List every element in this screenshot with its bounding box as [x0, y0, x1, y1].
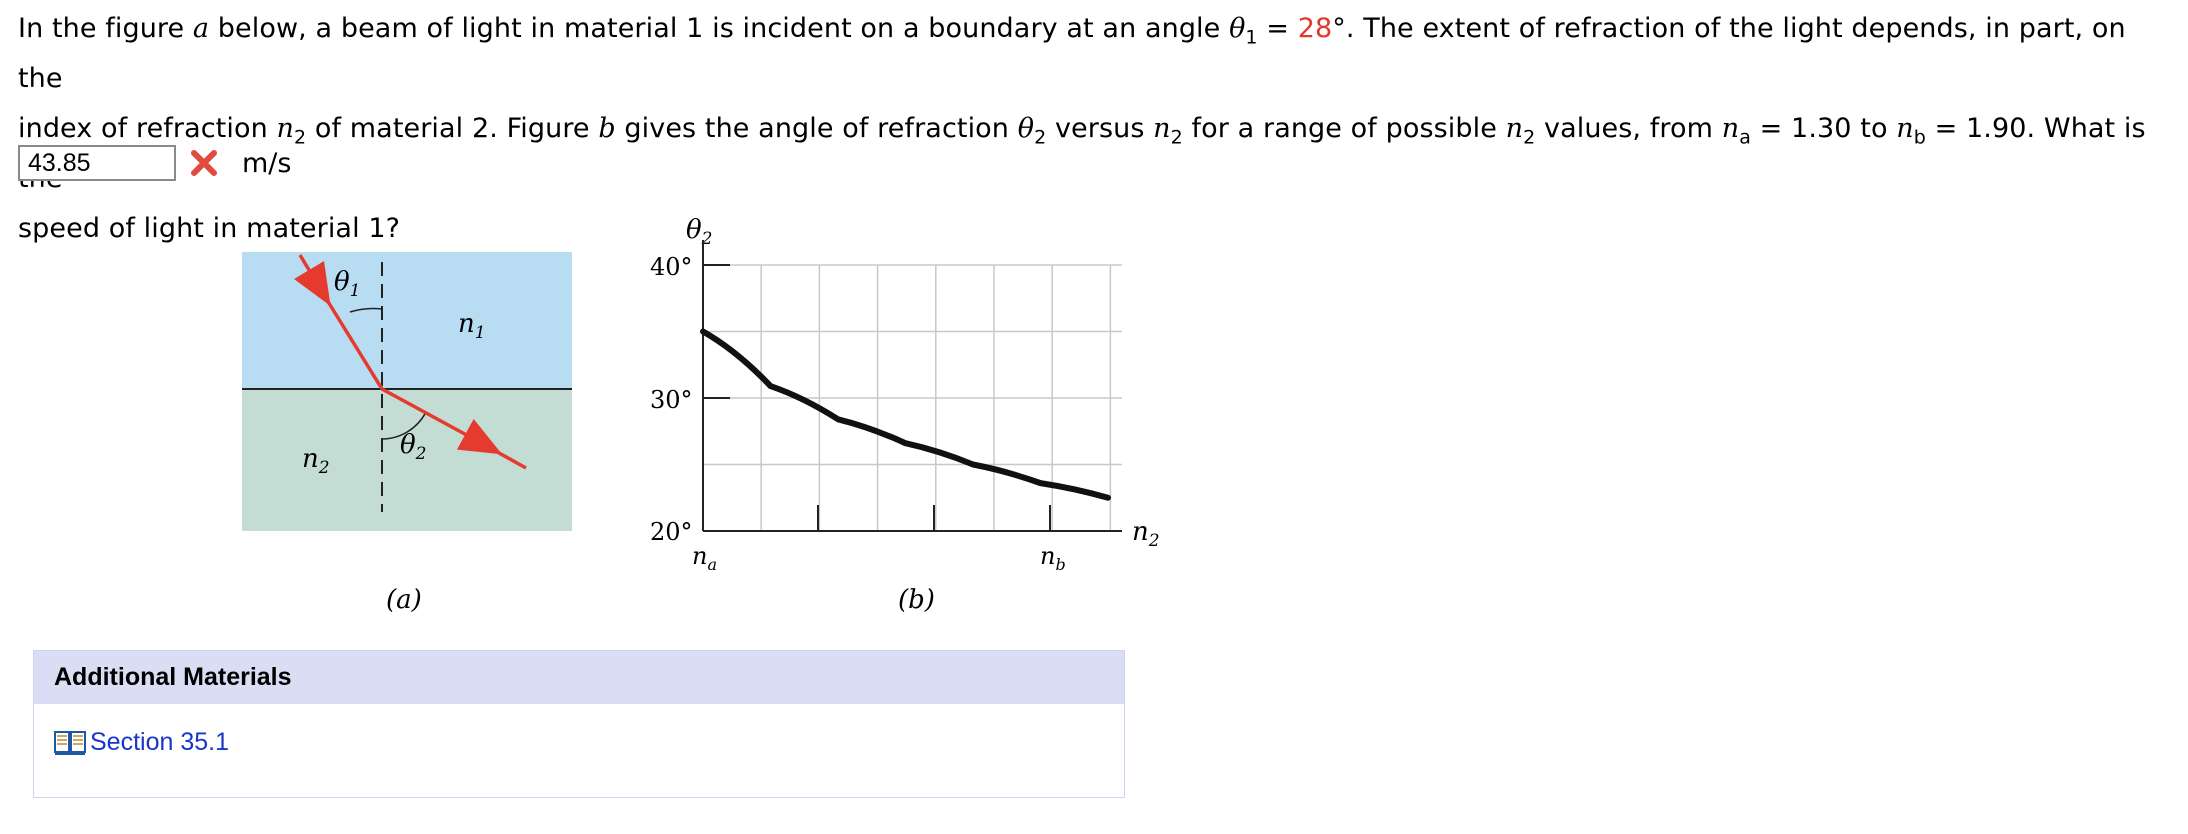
na-label: $n_a$ — [692, 542, 718, 574]
book-icon — [54, 729, 86, 757]
answer-unit: m/s — [242, 147, 292, 179]
answer-input[interactable] — [18, 145, 176, 181]
incorrect-x-icon — [186, 145, 222, 181]
angle-value: 28 — [1297, 13, 1333, 44]
figure-b-caption: (b) — [898, 585, 935, 615]
theta2-label: $\theta_2$ — [400, 430, 427, 464]
data-series-curve — [703, 332, 1108, 498]
figures-svg — [0, 200, 1200, 640]
question-line-2: index of refraction $n_2$ of material 2. Figure b gives the angle of refraction $\theta_2$ versus $n_2$ for a range of possible $n_2$ values, from $n_a = 1.30$ to $n_b = 1.90$. What is — [18, 113, 2146, 149]
chart-grid — [703, 265, 1122, 531]
material-2-region — [242, 389, 572, 531]
y-axis-label: $\theta_2$ — [686, 215, 713, 249]
additional-materials-panel — [33, 650, 1125, 798]
n1-label: $n_1$ — [458, 309, 486, 343]
figure-a — [242, 252, 572, 615]
x-axis-label: $n_2$ — [1132, 517, 1160, 551]
n2-label: $n_2$ — [302, 444, 330, 478]
section-35-1-link[interactable]: Section 35.1 — [90, 728, 229, 756]
answer-row — [18, 142, 291, 184]
theta1-label: $\theta_1$ — [334, 267, 361, 301]
figure-a-caption: (a) — [386, 585, 422, 615]
material-1-region — [242, 252, 572, 389]
y-tick-30: 30° — [650, 386, 693, 414]
additional-materials-header: Additional Materials — [34, 651, 1124, 704]
question-line-3: speed of light in material 1? — [18, 213, 401, 244]
additional-materials-body — [34, 704, 1124, 757]
figure-area — [0, 200, 1200, 640]
y-tick-40: 40° — [650, 253, 693, 281]
question-line-1: In the figure a below, a beam of light in material 1 is incident on a boundary at an angle $\theta_1 = 28^\circ$. The extent of refraction of the light depends, in part, on the — [18, 13, 2126, 94]
y-tick-20: 20° — [650, 518, 693, 546]
figure-b — [650, 215, 1160, 615]
nb-label: $n_b$ — [1040, 542, 1066, 574]
